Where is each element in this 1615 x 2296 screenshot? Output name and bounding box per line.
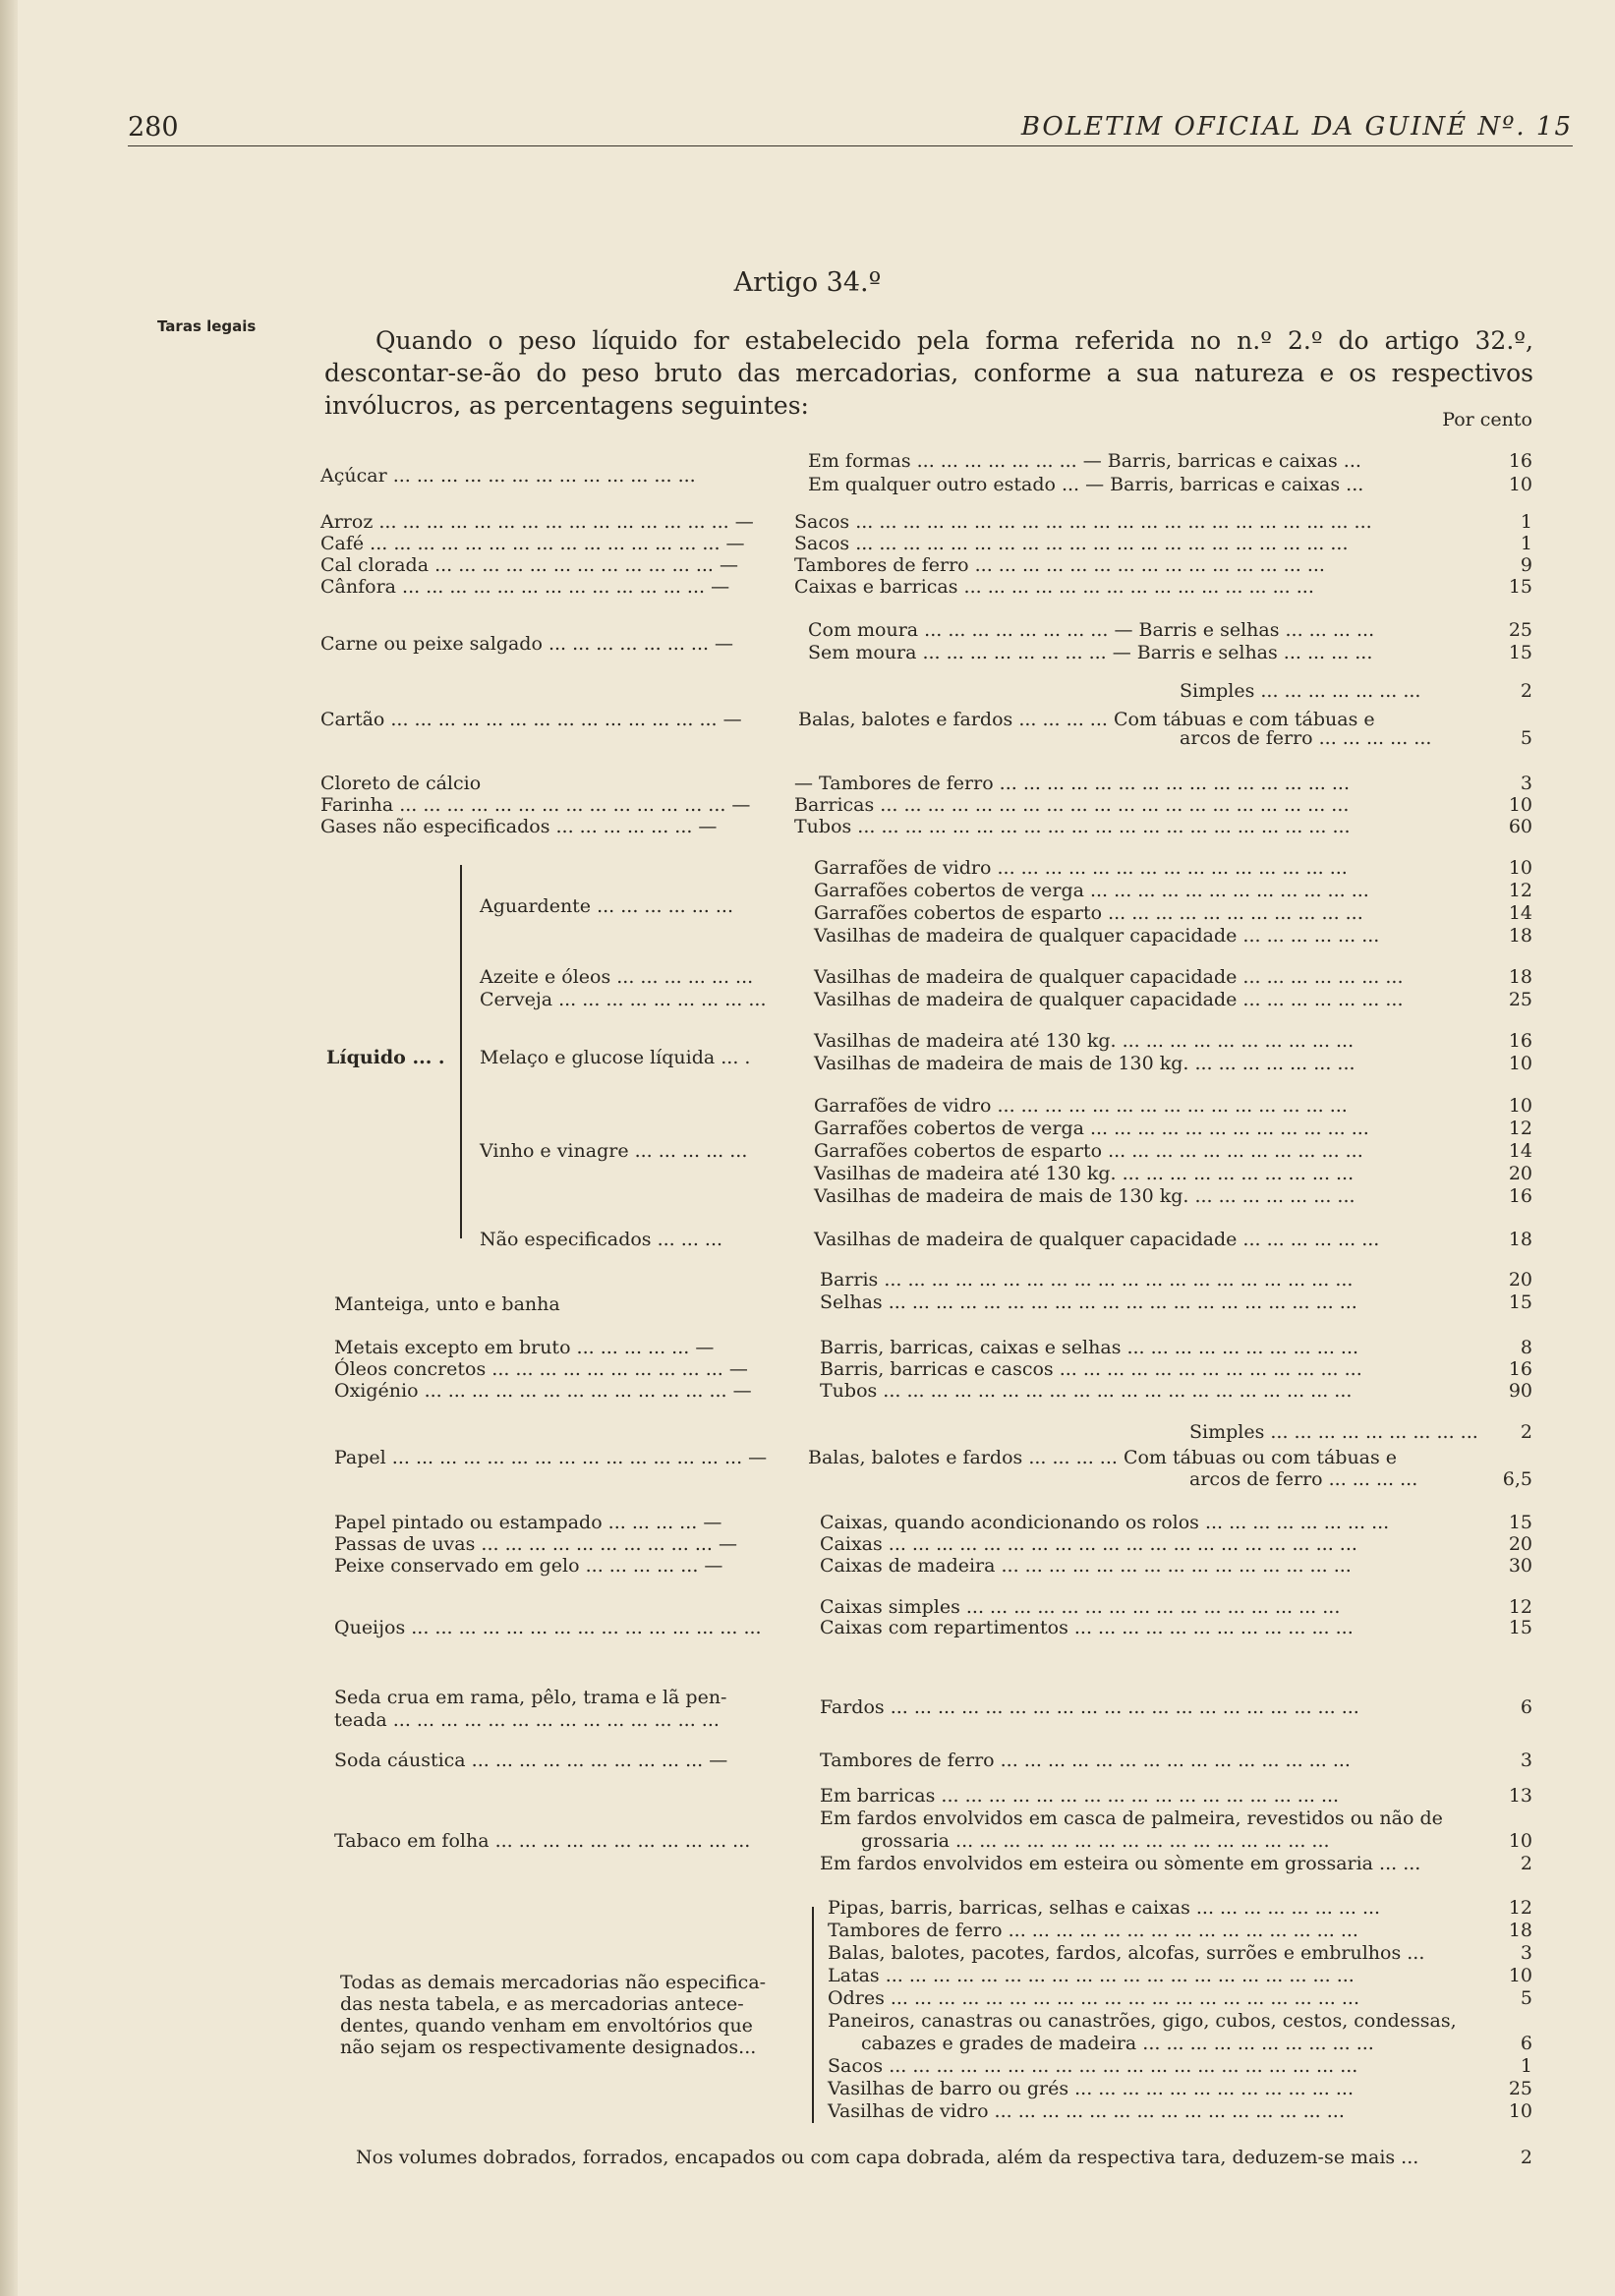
table-row-packaging: grossaria ... ... ... ... ... ... ... ... ... ... ... ... ... ... ... ... [861,1830,1330,1852]
table-row-packaging: Fardos ... ... ... ... ... ... ... ... ... ... ... ... ... ... ... ... ... ... ... ... [820,1696,1359,1718]
column-heading-por-cento: Por cento [1442,409,1532,430]
liquido-row-percent: 10 [1508,857,1532,879]
table-row-percent: 60 [1508,816,1532,837]
demais-packaging: Pipas, barris, barricas, selhas e caixas ... ... ... ... ... ... ... ... [828,1897,1381,1919]
liquido-row-item: Não especificados ... ... ... [480,1229,723,1250]
liquido-row-packaging: Vasilhas de madeira de mais de 130 kg. ... ... ... ... ... ... ... [814,1185,1355,1207]
liquido-row-packaging: Vasilhas de madeira de qualquer capacidade ... ... ... ... ... ... ... [814,989,1404,1010]
table-row-packaging: Com moura ... ... ... ... ... ... ... ... — Barris e selhas ... ... ... ... [808,619,1375,641]
table-row-packaging: Sem moura ... ... ... ... ... ... ... ... — Barris e selhas ... ... ... ... [808,642,1373,663]
demais-percent: 6 [1520,2033,1532,2054]
liquido-row-percent: 16 [1508,1030,1532,1052]
demais-percent: 12 [1508,1897,1532,1919]
table-row-percent: 12 [1508,1596,1532,1618]
footer-text: Nos volumes dobrados, forrados, encapados ou com capa dobrada, além da respectiva tara, deduzem-se mais ... [356,2147,1419,2168]
demais-percent: 10 [1508,1965,1532,1986]
demais-packaging: Vasilhas de barro ou grés ... ... ... ... ... ... ... ... ... ... ... ... [828,2078,1354,2099]
liquido-row-percent: 16 [1508,1185,1532,1207]
table-row-item: Farinha ... ... ... ... ... ... ... ... ... ... ... ... ... ... — [320,794,751,816]
table-row-item: Carne ou peixe salgado ... ... ... ... ... ... ... — [320,633,734,655]
table-row-percent: 1 [1520,511,1532,533]
table-row-packaging: Barris ... ... ... ... ... ... ... ... ... ... ... ... ... ... ... ... ... ... ... ... [820,1269,1354,1291]
demais-label-line: dentes, quando venham em envoltórios que [340,2015,753,2037]
table-row-percent: 3 [1520,773,1532,794]
table-row-packaging: — Tambores de ferro ... ... ... ... ... ... ... ... ... ... ... ... ... ... ... [794,773,1350,794]
table-row-item: Soda cáustica ... ... ... ... ... ... ... ... ... ... — [334,1750,728,1771]
table-row-packaging: Tambores de ferro ... ... ... ... ... ... ... ... ... ... ... ... ... ... ... [794,554,1325,576]
liquido-row-packaging: Vasilhas de madeira de mais de 130 kg. ... ... ... ... ... ... ... [814,1053,1355,1074]
table-row-packaging: Em fardos envolvidos em esteira ou sòmente em grossaria ... ... [820,1853,1421,1874]
table-row-percent: 16 [1508,450,1532,472]
table-row-percent: 30 [1508,1555,1532,1577]
table-row-item: Cânfora ... ... ... ... ... ... ... ... ... ... ... ... ... — [320,576,730,598]
liquido-row-packaging: Garrafões de vidro ... ... ... ... ... ... ... ... ... ... ... ... ... ... ... [814,857,1348,879]
liquido-row-percent: 25 [1508,989,1532,1010]
liquido-row-percent: 14 [1508,1140,1532,1162]
liquido-row-packaging: Vasilhas de madeira de qualquer capacidade ... ... ... ... ... ... ... [814,966,1404,988]
demais-packaging: Tambores de ferro ... ... ... ... ... ... ... ... ... ... ... ... ... ... ... [828,1920,1358,1941]
demais-percent: 5 [1520,1987,1532,2009]
table-row-item: teada ... ... ... ... ... ... ... ... ... ... ... ... ... ... [334,1709,720,1731]
demais-bracket [812,1907,814,2123]
table-row-percent: 90 [1508,1380,1532,1402]
footer-percent: 2 [1520,2147,1532,2168]
table-row-percent: 15 [1508,1292,1532,1313]
liquido-row-percent: 18 [1508,966,1532,988]
liquido-row-item: Aguardente ... ... ... ... ... ... [480,895,734,917]
table-row-packaging: Barricas ... ... ... ... ... ... ... ... ... ... ... ... ... ... ... ... ... ... ... ... [794,794,1350,816]
table-row-packaging: Selhas ... ... ... ... ... ... ... ... ... ... ... ... ... ... ... ... ... ... ... ... [820,1292,1357,1313]
table-row-packaging: arcos de ferro ... ... ... ... ... [1180,727,1432,749]
table-row-packaging: Balas, balotes e fardos ... ... ... ... Com tábuas e com tábuas e [798,709,1375,730]
table-row-item: Papel pintado ou estampado ... ... ... ... — [334,1512,722,1533]
table-row-percent: 20 [1508,1533,1532,1555]
demais-percent: 3 [1520,1942,1532,1964]
table-row-packaging: Caixas de madeira ... ... ... ... ... ... ... ... ... ... ... ... ... ... ... [820,1555,1352,1577]
table-row-packaging: Tambores de ferro ... ... ... ... ... ... ... ... ... ... ... ... ... ... ... [820,1750,1351,1771]
table-row-percent: 16 [1508,1358,1532,1380]
table-row-percent: 20 [1508,1269,1532,1291]
liquido-row-packaging: Vasilhas de madeira de qualquer capacidade ... ... ... ... ... ... [814,1229,1380,1250]
demais-packaging: Sacos ... ... ... ... ... ... ... ... ... ... ... ... ... ... ... ... ... ... ... ... [828,2055,1358,2077]
liquido-row-percent: 18 [1508,1229,1532,1250]
liquido-row-percent: 12 [1508,1118,1532,1139]
table-row-item: Passas de uvas ... ... ... ... ... ... ... ... ... ... — [334,1533,737,1555]
table-row-percent: 13 [1508,1785,1532,1807]
table-row-percent: 2 [1520,680,1532,702]
table-row-percent: 3 [1520,1750,1532,1771]
liquido-row-packaging: Vasilhas de madeira até 130 kg. ... ... ... ... ... ... ... ... ... ... [814,1030,1355,1052]
table-row-packaging: Caixas com repartimentos ... ... ... ... ... ... ... ... ... ... ... ... [820,1617,1354,1638]
article-title: Artigo 34.º [733,267,882,298]
liquido-row-item: Melaço e glucose líquida ... . [480,1047,751,1068]
demais-packaging: Latas ... ... ... ... ... ... ... ... ... ... ... ... ... ... ... ... ... ... ... ... [828,1965,1355,1986]
liquido-row-percent: 10 [1508,1095,1532,1117]
table-row-item: Papel ... ... ... ... ... ... ... ... ... ... ... ... ... ... ... — [334,1447,768,1468]
table-row-packaging: Em qualquer outro estado ... — Barris, barricas e caixas ... [808,474,1364,495]
table-row-item: Cal clorada ... ... ... ... ... ... ... ... ... ... ... ... — [320,554,738,576]
liquido-row-percent: 14 [1508,902,1532,924]
table-row-percent: 2 [1520,1421,1532,1443]
liquido-row-packaging: Garrafões cobertos de esparto ... ... ... ... ... ... ... ... ... ... ... [814,902,1363,924]
table-row-percent: 2 [1520,1853,1532,1874]
table-row-item: Oxigénio ... ... ... ... ... ... ... ... ... ... ... ... ... — [334,1380,752,1402]
table-row-percent: 10 [1508,1830,1532,1852]
liquido-row-percent: 18 [1508,925,1532,947]
liquido-row-packaging: Garrafões cobertos de esparto ... ... ... ... ... ... ... ... ... ... ... [814,1140,1363,1162]
table-row-item: Manteiga, unto e banha [334,1293,560,1315]
table-row-packaging: Barris, barricas, caixas e selhas ... ... ... ... ... ... ... ... ... ... [820,1337,1359,1358]
table-row-percent: 10 [1508,474,1532,495]
liquido-row-packaging: Garrafões de vidro ... ... ... ... ... ... ... ... ... ... ... ... ... ... ... [814,1095,1348,1117]
margin-note: Taras legais [157,317,257,335]
table-row-percent: 6 [1520,1696,1532,1718]
demais-label-line: das nesta tabela, e as mercadorias antece- [340,1993,744,2015]
demais-label-line: não sejam os respectivamente designados... [340,2037,757,2058]
table-row-packaging: Barris, barricas e cascos ... ... ... ... ... ... ... ... ... ... ... ... ... [820,1358,1362,1380]
table-row-item: Óleos concretos ... ... ... ... ... ... ... ... ... ... — [334,1358,748,1380]
liquido-row-packaging: Garrafões cobertos de verga ... ... ... ... ... ... ... ... ... ... ... ... [814,880,1369,901]
table-row-percent: 1 [1520,533,1532,554]
table-row-item: Peixe conservado em gelo ... ... ... ... ... — [334,1555,723,1577]
table-row-packaging: Caixas e barricas ... ... ... ... ... ... ... ... ... ... ... ... ... ... ... [794,576,1314,598]
liquido-bracket [460,865,462,1238]
demais-percent: 25 [1508,2078,1532,2099]
page-number: 280 [128,112,179,143]
demais-percent: 10 [1508,2100,1532,2122]
demais-percent: 1 [1520,2055,1532,2077]
demais-packaging: cabazes e grades de madeira ... ... ... ... ... ... ... ... ... ... [861,2033,1374,2054]
table-row-packaging: arcos de ferro ... ... ... ... [1189,1468,1418,1490]
liquido-label: Líquido ... . [326,1047,445,1068]
demais-percent: 18 [1508,1920,1532,1941]
table-row-percent: 15 [1508,1512,1532,1533]
footer-note [356,2147,1535,2168]
table-row-item: Metais excepto em bruto ... ... ... ... ... — [334,1337,715,1358]
demais-packaging: Balas, balotes, pacotes, fardos, alcofas, surrões e embrulhos ... [828,1942,1425,1964]
liquido-row-packaging: Garrafões cobertos de verga ... ... ... ... ... ... ... ... ... ... ... ... [814,1118,1369,1139]
demais-packaging: Paneiros, canastras ou canastrões, gigo, cubos, cestos, condessas, [828,2010,1457,2032]
liquido-row-percent: 10 [1508,1053,1532,1074]
table-row-item: Açúcar ... ... ... ... ... ... ... ... ... ... ... ... ... [320,465,696,487]
table-row-packaging: Balas, balotes e fardos ... ... ... ... Com tábuas ou com tábuas e [808,1447,1398,1468]
table-row-percent: 6,5 [1502,1468,1532,1490]
table-row-percent: 8 [1520,1337,1532,1358]
table-row-item: Gases não especificados ... ... ... ... ... ... — [320,816,718,837]
table-row-item: Cartão ... ... ... ... ... ... ... ... ... ... ... ... ... ... — [320,709,742,730]
intro-text: Quando o peso líquido for estabelecido pela forma referida no n.º 2.º do artigo 32.º, descontar-se-ão do peso bruto das mercadorias, conforme a sua natureza e os respectivos invólucros, as percentagens seguintes: [324,326,1533,420]
table-row-packaging: Tubos ... ... ... ... ... ... ... ... ... ... ... ... ... ... ... ... ... ... ... ... ... [794,816,1351,837]
table-row-packaging: Caixas ... ... ... ... ... ... ... ... ... ... ... ... ... ... ... ... ... ... ... ... [820,1533,1357,1555]
table-row-packaging: Tubos ... ... ... ... ... ... ... ... ... ... ... ... ... ... ... ... ... ... ... ... [820,1380,1353,1402]
table-row-item: Seda crua em rama, pêlo, trama e lã pen- [334,1687,727,1708]
table-row-percent: 15 [1508,1617,1532,1638]
table-row-packaging: Sacos ... ... ... ... ... ... ... ... ... ... ... ... ... ... ... ... ... ... ... ... ... [794,533,1349,554]
table-row-item: Cloreto de cálcio [320,773,482,794]
table-row-packaging: Em formas ... ... ... ... ... ... ... — Barris, barricas e caixas ... [808,450,1361,472]
table-row-packaging: Em fardos envolvidos em casca de palmeira, revestidos ou não de [820,1808,1443,1829]
table-row-packaging: Sacos ... ... ... ... ... ... ... ... ... ... ... ... ... ... ... ... ... ... ... ... ... ... [794,511,1372,533]
journal-title: BOLETIM OFICIAL DA GUINÉ Nº. 15 [1020,112,1573,142]
liquido-row-percent: 20 [1508,1163,1532,1184]
table-row-packaging: Caixas, quando acondicionando os rolos ... ... ... ... ... ... ... ... [820,1512,1390,1533]
table-row-percent: 15 [1508,576,1532,598]
liquido-row-item: Cerveja ... ... ... ... ... ... ... ... ... [480,989,767,1010]
liquido-row-packaging: Vasilhas de madeira até 130 kg. ... ... ... ... ... ... ... ... ... ... [814,1163,1355,1184]
table-row-percent: 25 [1508,619,1532,641]
table-row-item: Tabaco em folha ... ... ... ... ... ... ... ... ... ... ... [334,1830,751,1852]
liquido-row-item: Azeite e óleos ... ... ... ... ... ... [480,966,754,988]
liquido-row-item: Vinho e vinagre ... ... ... ... ... [480,1140,748,1162]
liquido-row-packaging: Vasilhas de madeira de qualquer capacidade ... ... ... ... ... ... [814,925,1380,947]
demais-packaging: Odres ... ... ... ... ... ... ... ... ... ... ... ... ... ... ... ... ... ... ... ... [828,1987,1359,2009]
liquido-row-percent: 12 [1508,880,1532,901]
table-row-item: Queijos ... ... ... ... ... ... ... ... ... ... ... ... ... ... ... [334,1617,762,1638]
table-row-item: Arroz ... ... ... ... ... ... ... ... ... ... ... ... ... ... ... — [320,511,754,533]
table-row-percent: 15 [1508,642,1532,663]
table-row-item: Café ... ... ... ... ... ... ... ... ... ... ... ... ... ... ... — [320,533,745,554]
table-row-percent: 9 [1520,554,1532,576]
table-row-percent: 10 [1508,794,1532,816]
table-row-percent: 5 [1520,727,1532,749]
table-row-packaging: Caixas simples ... ... ... ... ... ... ... ... ... ... ... ... ... ... ... ... [820,1596,1341,1618]
table-row-packaging: Em barricas ... ... ... ... ... ... ... ... ... ... ... ... ... ... ... ... ... [820,1785,1340,1807]
demais-label-line: Todas as demais mercadorias não especifica- [340,1972,767,1993]
table-row-packaging: Simples ... ... ... ... ... ... ... [1180,680,1421,702]
demais-packaging: Vasilhas de vidro ... ... ... ... ... ... ... ... ... ... ... ... ... ... ... [828,2100,1345,2122]
table-row-packaging: Simples ... ... ... ... ... ... ... ... ... [1189,1421,1478,1443]
